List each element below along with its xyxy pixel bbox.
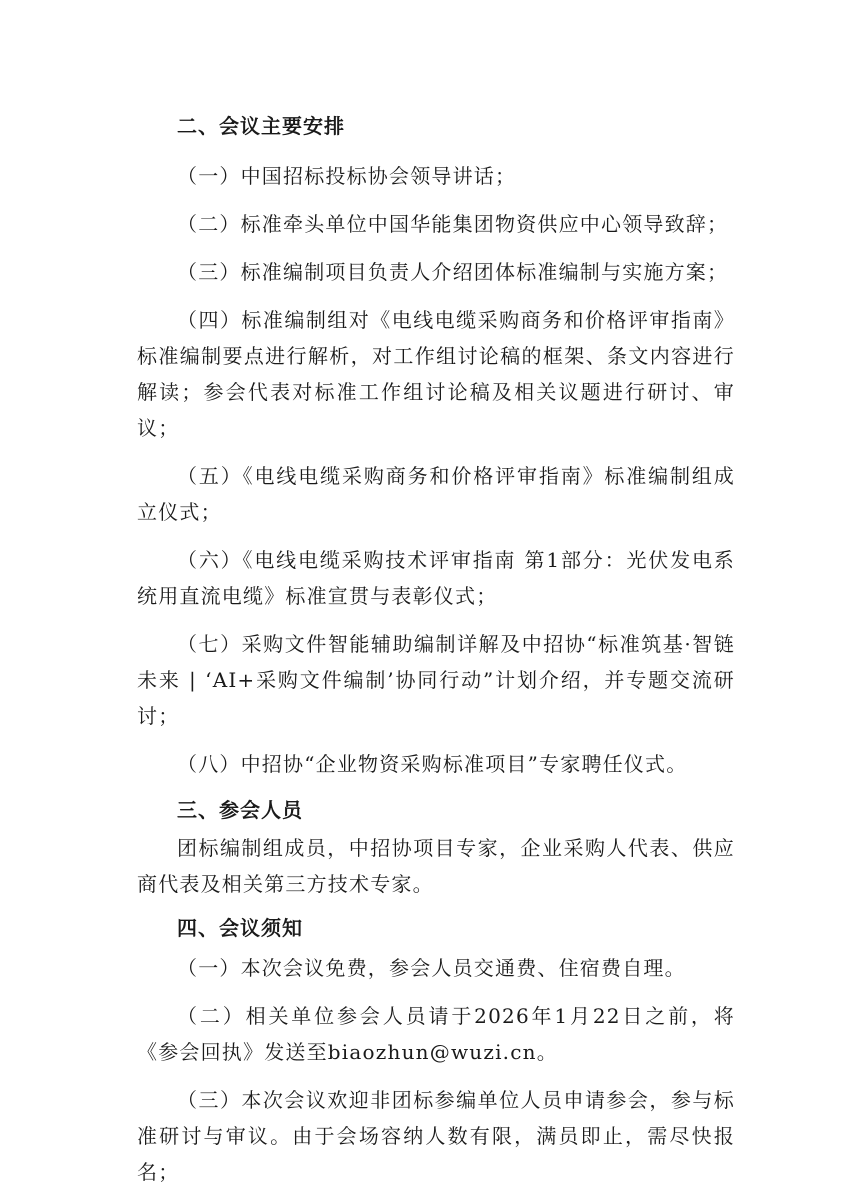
agenda-item-4: （四）标准编制组对《电线电缆采购商务和价格评审指南》标准编制要点进行解析，对工作组讨论稿的框架、条文内容进行解读；参会代表对标准工作组讨论稿及相关议题进行研讨、审议； [137,308,735,440]
document-body [137,112,735,1190]
agenda-item-8: （八）中招协“企业物资采购标准项目”专家聘任仪式。 [177,752,688,776]
agenda-item-6: （六）《电线电缆采购技术评审指南 第1部分：光伏发电系统用直流电缆》标准宣贯与表彰仪式； [137,548,735,608]
agenda-item-2: （二）标准牵头单位中国华能集团物资供应中心领导致辞； [177,212,729,236]
agenda-item-7: （七）采购文件智能辅助编制详解及中招协“标准筑基·智链未来 | ‘AI+采购文件编制’协同行动”计划介绍，并专题交流研讨； [137,632,735,728]
section-heading-notes: 四、会议须知 [177,916,303,940]
agenda-item-5: （五）《电线电缆采购商务和价格评审指南》标准编制组成立仪式； [137,464,735,524]
section-heading-attendees: 三、参会人员 [177,798,303,822]
notes-item-3: （三）本次会议欢迎非团标参编单位人员申请参会，参与标准研讨与审议。由于会场容纳人数有限，满员即止，需尽快报名； [137,1088,735,1184]
agenda-item-3: （三）标准编制项目负责人介绍团体标准编制与实施方案； [177,260,729,284]
section-attendees [137,796,735,902]
attendees-text: 团标编制组成员，中招协项目专家，企业采购人代表、供应商代表及相关第三方技术专家。 [137,836,735,896]
section-meeting-notes [137,914,735,1190]
section-heading-agenda: 二、会议主要安排 [177,114,345,138]
notes-item-2: （二）相关单位参会人员请于2026年1月22日之前，将《参会回执》发送至biaozhun@wuzi.cn。 [137,1004,735,1064]
section-meeting-agenda [137,112,735,782]
agenda-item-1: （一）中国招标投标协会领导讲话； [177,164,517,188]
notes-item-1: （一）本次会议免费，参会人员交通费、住宿费自理。 [177,956,686,980]
